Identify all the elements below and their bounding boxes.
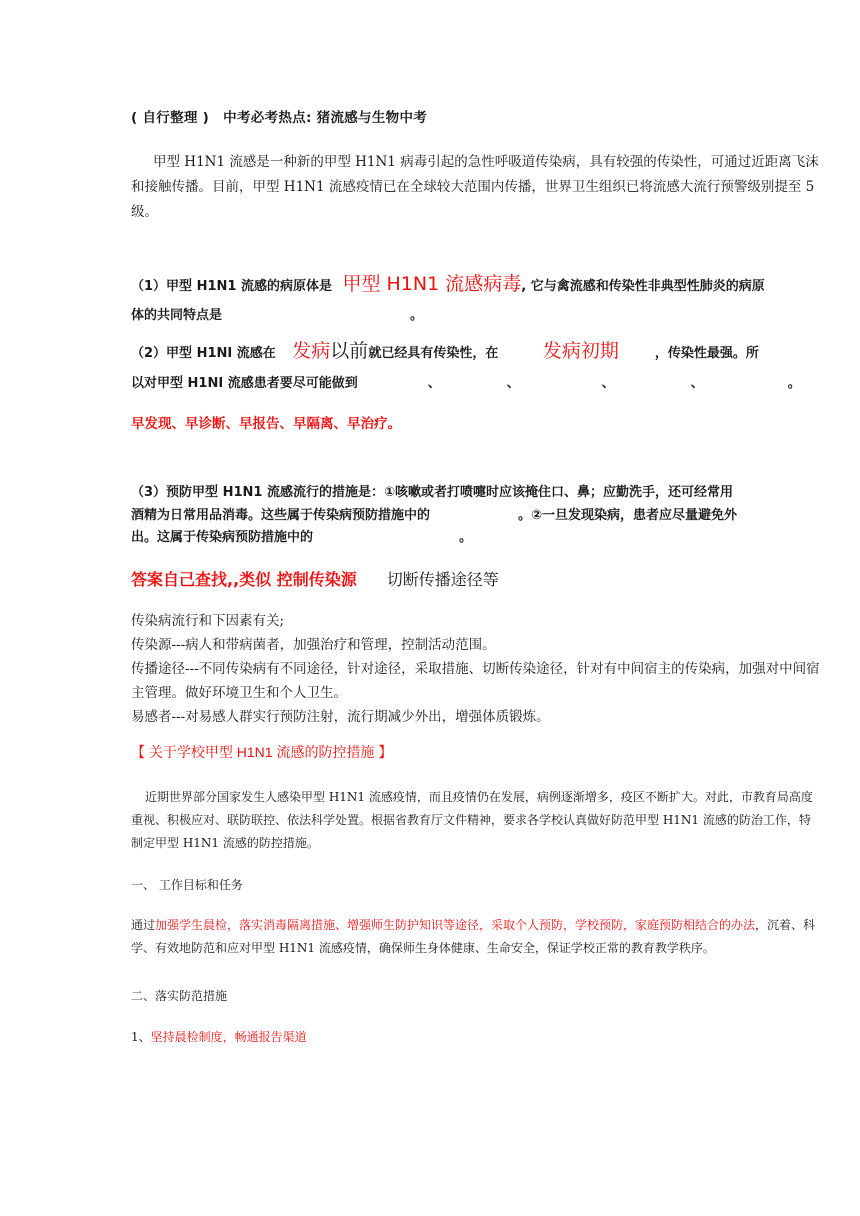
- intro-paragraph: 甲型 H1N1 流感是一种新的甲型 H1N1 病毒引起的急性呼吸道传染病，具有较强的传染性，可通过近距离飞沫和接触传播。目前，甲型 H1N1 流感疫情已在全球较大范围内传播，世界卫生组织已将流感大流行预警级别提至 5 级。: [131, 154, 819, 220]
- paragraph-2-highlight: 加强学生晨检，落实消毒隔离措施、增强师生防护知识等途径，采取个人预防，学校预防，家庭预防相结合的办法: [155, 918, 756, 932]
- question-1-suffix: , 它与禽流感和传染性非典型性肺炎的病原: [521, 279, 765, 294]
- question-3-line-3b: 。: [459, 530, 473, 545]
- question-2-line-2-text: 以对甲型 H1NI 流感患者要尽可能做到: [131, 376, 358, 391]
- question-2-middle: 就已经具有传染性，在: [368, 346, 499, 361]
- question-2-answer-2: 发病初期: [542, 340, 619, 362]
- heading-3-number: 1、: [131, 1030, 151, 1044]
- question-2-answer-1a: 发病: [292, 340, 331, 362]
- factor-route: 传播途径---不同传染病有不同途径，针对途径，采取措施、切断传染途径，针对有中间宿主的传染病，加强对中间宿主管理。做好环境卫生和个人卫生。: [131, 661, 820, 701]
- title-tag: ( 自行整理 ): [131, 110, 210, 126]
- question-3-line-2a: 酒精为日常用品消毒。这些属于传染病预防措施中的: [131, 508, 431, 523]
- question-2-line-1: [131, 338, 821, 367]
- section-heading-3: [131, 1028, 821, 1045]
- paragraph-2-suffix: ，沉着、科学、有效地防范和应对甲型 H1N1 流感疫情，确保师生身体健康、生命安全，保证学校正常的教育教学秩序。: [131, 918, 816, 955]
- question-2-sep-4: 、: [690, 376, 704, 391]
- factors-intro: 传染病流行和下因素有关;: [131, 613, 285, 629]
- section-paragraph-2: [131, 914, 821, 960]
- question-3-line-3: [131, 525, 821, 551]
- question-1-line-2-text: 体的共同特点是: [131, 308, 223, 323]
- question-3-line-3a: 出。这属于传染病预防措施中的: [131, 530, 314, 545]
- question-2-answer-1b: 以前: [330, 340, 369, 362]
- section-heading-2: 二、落实防范措施: [131, 989, 228, 1003]
- answer-hint-red: 答案自己查找,,类似 控制传染源: [131, 570, 357, 589]
- section-heading-1: 一、 工作目标和任务: [131, 878, 243, 892]
- question-2-sep-3: 、: [601, 376, 615, 391]
- answer-hint-line: [131, 567, 821, 590]
- question-1-prefix: （1）甲型 H1N1 流感的病原体是: [131, 279, 332, 294]
- question-3-line-1: （3）预防甲型 H1N1 流感流行的措施是：①咳嗽或者打喷嚏时应该掩住口、鼻；应勤洗手，还可经常用: [131, 485, 733, 500]
- question-2-sep-2: 、: [506, 376, 520, 391]
- factor-source: 传染源---病人和带病菌者，加强治疗和管理，控制活动范围。: [131, 637, 496, 653]
- answer-hint-black: 切断传播途径等: [386, 570, 499, 589]
- question-2-suffix: ，传染性最强。所: [654, 346, 759, 361]
- question-1-answer: 甲型 H1N1 流感病毒: [342, 273, 522, 295]
- document-title: [131, 106, 821, 126]
- question-1-end: 。: [410, 308, 424, 323]
- factors-block: [131, 609, 821, 729]
- section-title: 【 关于学校甲型 H1N1 流感的防控措施 】: [131, 744, 393, 760]
- question-2-end: 。: [787, 376, 801, 391]
- title-text: 中考必考热点: 猪流感与生物中考: [223, 110, 428, 126]
- paragraph-2-prefix: 通过: [131, 918, 156, 932]
- question-3-line-2b: 。②一旦发现染病，患者应尽量避免外: [518, 508, 738, 523]
- heading-3-text: 坚持晨检制度，畅通报告渠道: [150, 1030, 307, 1044]
- question-2-sep-1: 、: [427, 376, 441, 391]
- question-1-line-2: [131, 303, 821, 329]
- factor-susceptible: 易感者---对易感人群实行预防注射，流行期减少外出，增强体质锻炼。: [131, 709, 550, 725]
- section-paragraph-1: 近期世界部分国家发生人感染甲型 H1N1 流感疫情，而且疫情仍在发展，病例逐渐增多，疫区不断扩大。对此，市教育局高度重视、积极应对、联防联控、依法科学处置。根据省教育厅文件精神，要求各学校认真做好防范甲型 H1N1 流感的防治工作，特制定甲型 H1N1 流感的防控措施。: [131, 790, 813, 850]
- question-1-line-1: [131, 271, 821, 300]
- question-2-line-2: [131, 371, 821, 397]
- question-2-prefix: （2）甲型 H1NI 流感在: [131, 346, 276, 361]
- question-2-answer-line: 早发现、早诊断、早报告、早隔离、早治疗。: [131, 416, 401, 432]
